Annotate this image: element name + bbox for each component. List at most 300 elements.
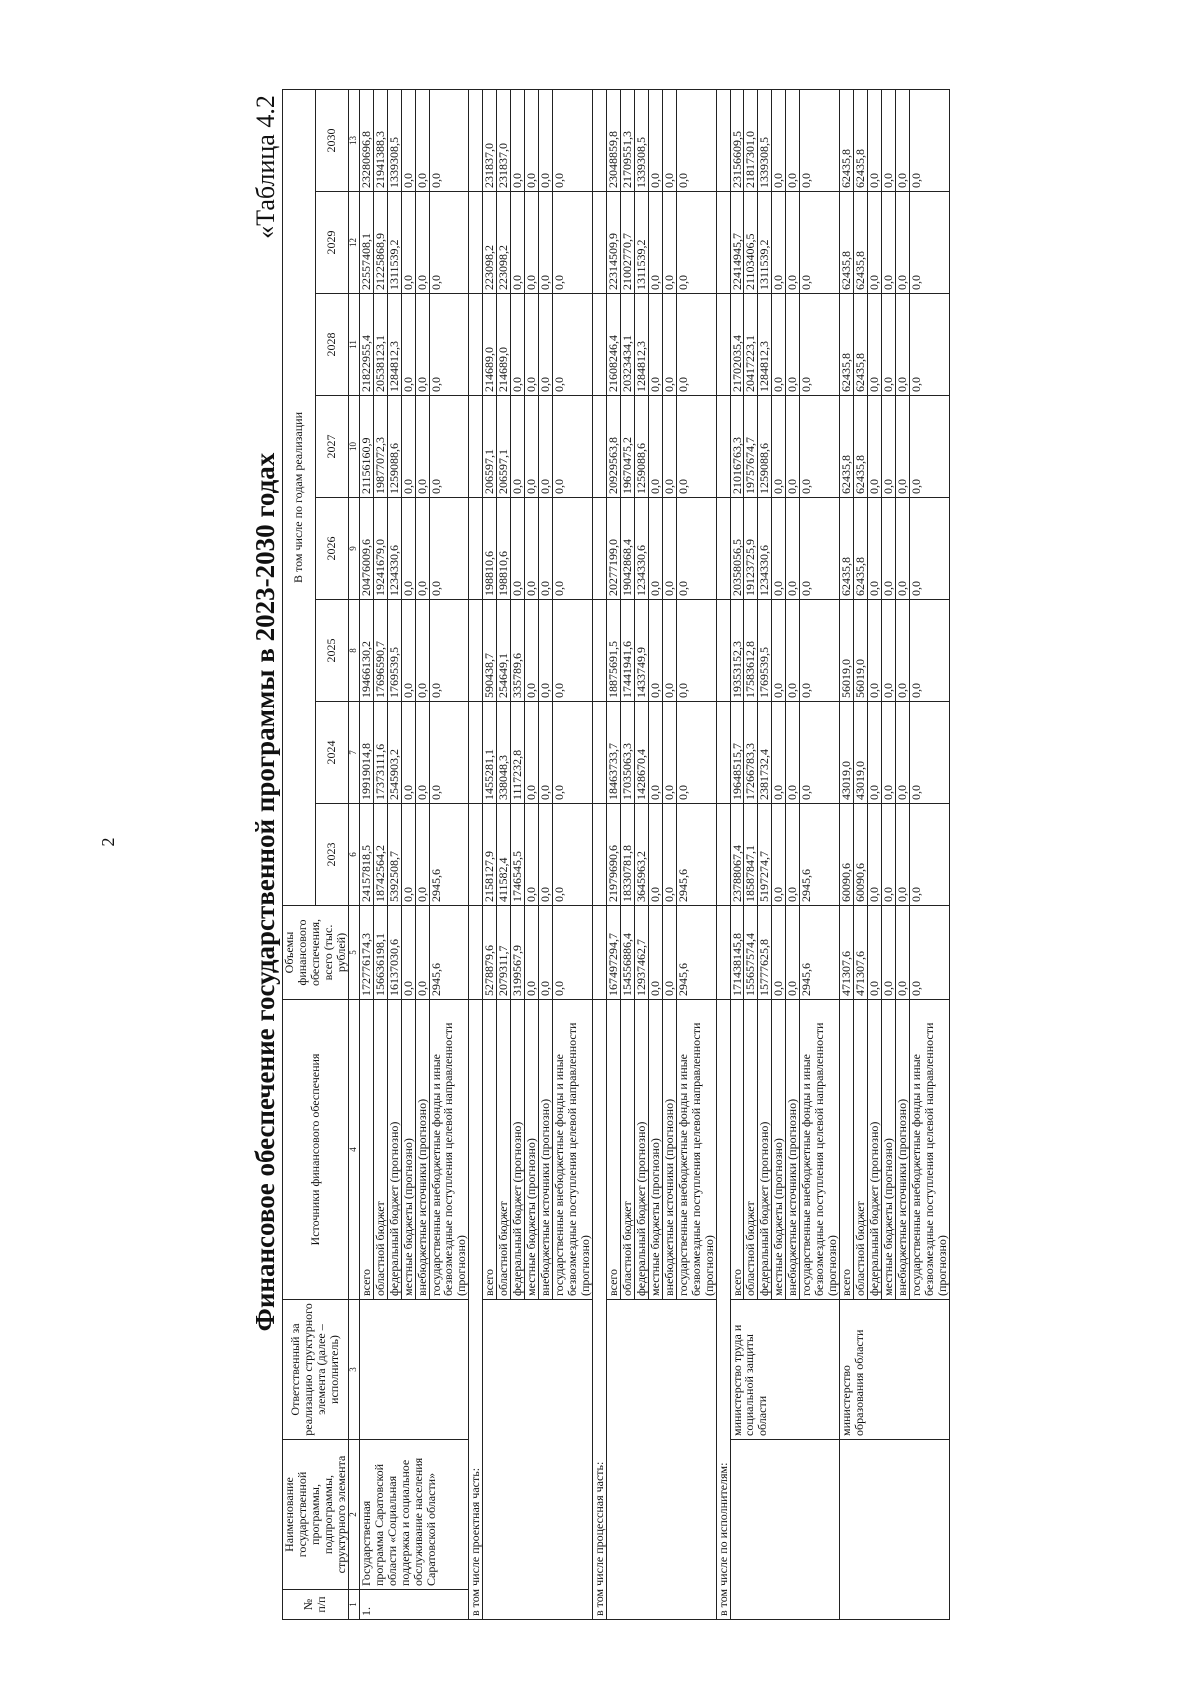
year-value-cell: 0,0 [525,804,539,906]
year-value-cell: 0,0 [401,702,415,804]
source-cell: областной бюджет [744,1000,758,1300]
source-cell: федеральный бюджет (прогнозно) [511,1000,525,1300]
year-value-cell: 0,0 [648,89,662,191]
empty-cell [716,702,730,804]
header-year: 2030 [315,89,348,191]
empty-cell [716,498,730,600]
year-value-cell: 0,0 [553,498,593,600]
program-name: Государственная программа Саратовской области «Социальная поддержка и социальное обслуживание населения Саратовской области» [359,1440,469,1590]
year-value-cell: 0,0 [539,89,553,191]
year-value-cell: 0,0 [868,396,882,498]
year-value-cell: 0,0 [895,804,909,906]
source-cell: государственные внебюджетные фонды и иные безвозмездные поступления целевой направленности (прогнозно) [676,1000,716,1300]
year-value-cell: 0,0 [553,294,593,396]
year-value-cell: 5197274,7 [758,804,772,906]
year-value-cell: 17266783,3 [744,702,758,804]
year-value-cell: 0,0 [909,396,949,498]
empty-cell [469,498,483,600]
total-cell: 5278879,6 [483,906,497,1000]
year-value-cell: 0,0 [648,192,662,294]
source-cell: государственные внебюджетные фонды и иные безвозмездные поступления целевой направленности (прогнозно) [553,1000,593,1300]
year-value-cell: 0,0 [881,192,895,294]
year-value-cell: 0,0 [429,396,469,498]
year-value-cell: 17373111,6 [373,702,387,804]
financial-table [282,89,950,1620]
year-value-cell: 231837,0 [483,89,497,191]
source-cell: областной бюджет [497,1000,511,1300]
year-value-cell: 0,0 [553,192,593,294]
empty-cell [469,396,483,498]
total-cell: 471307,6 [840,906,854,1000]
empty-cell [592,600,606,702]
empty-cell [592,498,606,600]
year-value-cell: 0,0 [868,89,882,191]
header-year: 2024 [315,702,348,804]
year-value-cell: 62435,8 [840,294,854,396]
year-value-cell: 2381732,4 [758,702,772,804]
financial-table-container [282,90,1142,1620]
year-value-cell: 0,0 [429,498,469,600]
year-value-cell: 56019,0 [854,600,868,702]
year-value-cell: 0,0 [553,804,593,906]
year-value-cell: 0,0 [895,396,909,498]
year-value-cell: 0,0 [909,192,949,294]
column-index: 8 [348,600,359,702]
year-value-cell: 0,0 [662,89,676,191]
header-year: 2023 [315,804,348,906]
year-value-cell: 0,0 [676,192,716,294]
empty-cell [483,1300,593,1620]
year-value-cell: 23048859,8 [606,89,620,191]
year-value-cell: 43019,0 [854,702,868,804]
year-value-cell: 206597,1 [497,396,511,498]
year-value-cell: 17583612,8 [744,600,758,702]
empty-cell [469,906,483,1000]
year-value-cell: 0,0 [895,192,909,294]
year-value-cell: 43019,0 [840,702,854,804]
table-row [483,89,497,1619]
total-cell: 155657574,4 [744,906,758,1000]
year-value-cell: 0,0 [525,702,539,804]
empty-cell [840,1440,950,1620]
year-value-cell: 0,0 [772,498,786,600]
empty-cell [716,906,730,1000]
year-value-cell: 0,0 [648,804,662,906]
year-value-cell: 0,0 [800,89,840,191]
year-value-cell: 21103406,5 [744,192,758,294]
source-cell: всего [606,1000,620,1300]
year-value-cell: 1339308,5 [758,89,772,191]
year-value-cell: 0,0 [429,89,469,191]
year-value-cell: 0,0 [429,294,469,396]
year-value-cell: 21016763,3 [730,396,744,498]
year-value-cell: 1339308,5 [387,89,401,191]
year-value-cell: 338048,3 [497,702,511,804]
header-program-name: Наименование государственной программы, подпрограммы, структурного элемента [283,1440,349,1590]
year-value-cell: 0,0 [415,396,429,498]
year-value-cell: 0,0 [511,294,525,396]
total-cell: 15777625,8 [758,906,772,1000]
header-executor: Ответственный за реализацию структурного элемента (далее – исполнитель) [283,1300,349,1440]
year-value-cell: 0,0 [662,804,676,906]
year-value-cell: 17035063,3 [620,702,634,804]
year-value-cell: 0,0 [511,396,525,498]
year-value-cell: 1433749,9 [634,600,648,702]
year-value-cell: 19042868,4 [620,498,634,600]
total-cell: 3199567,9 [511,906,525,1000]
year-value-cell: 0,0 [909,89,949,191]
year-value-cell: 0,0 [772,294,786,396]
column-index: 4 [348,1000,359,1300]
year-value-cell: 21822955,4 [359,294,373,396]
year-value-cell: 1746545,5 [511,804,525,906]
year-value-cell: 62435,8 [854,396,868,498]
year-value-cell: 19757674,7 [744,396,758,498]
year-value-cell: 62435,8 [840,498,854,600]
year-value-cell: 1284812,3 [634,294,648,396]
year-value-cell: 0,0 [676,396,716,498]
column-index: 5 [348,906,359,1000]
year-value-cell: 223098,2 [483,192,497,294]
source-cell: внебюджетные источники (прогнозно) [415,1000,429,1300]
year-value-cell: 62435,8 [854,498,868,600]
year-value-cell: 23788067,4 [730,804,744,906]
column-index: 9 [348,498,359,600]
source-cell: областной бюджет [373,1000,387,1300]
year-value-cell: 0,0 [895,498,909,600]
source-cell: областной бюджет [620,1000,634,1300]
total-cell: 0,0 [553,906,593,1000]
header-year: 2029 [315,192,348,294]
year-value-cell: 0,0 [868,498,882,600]
year-value-cell: 0,0 [786,294,800,396]
year-value-cell: 0,0 [909,600,949,702]
empty-cell [716,192,730,294]
page-number: 2 [98,837,118,847]
year-value-cell: 0,0 [662,294,676,396]
year-value-cell: 0,0 [895,294,909,396]
year-value-cell: 0,0 [868,192,882,294]
year-value-cell: 0,0 [676,89,716,191]
year-value-cell: 21608246,4 [606,294,620,396]
year-value-cell: 0,0 [800,192,840,294]
year-value-cell: 0,0 [676,702,716,804]
year-value-cell: 18587847,1 [744,804,758,906]
empty-cell [592,906,606,1000]
year-value-cell: 60090,6 [840,804,854,906]
year-value-cell: 20538123,1 [373,294,387,396]
empty-cell [592,804,606,906]
source-cell: внебюджетные источники (прогнозно) [662,1000,676,1300]
year-value-cell: 0,0 [786,600,800,702]
source-cell: федеральный бюджет (прогнозно) [634,1000,648,1300]
year-value-cell: 22414945,7 [730,192,744,294]
empty-cell [716,804,730,906]
total-cell: 2945,6 [429,906,469,1000]
empty-cell [469,89,483,191]
year-value-cell: 1234330,6 [758,498,772,600]
year-value-cell: 0,0 [895,702,909,804]
empty-cell [592,192,606,294]
column-index: 13 [348,89,359,191]
year-value-cell: 0,0 [553,89,593,191]
year-value-cell: 22314509,9 [606,192,620,294]
executor-name: министерство образования области [840,1300,950,1440]
year-value-cell: 0,0 [429,702,469,804]
empty-cell [469,294,483,396]
table-row [730,89,744,1619]
year-value-cell: 62435,8 [840,192,854,294]
year-value-cell: 1769539,5 [758,600,772,702]
header-years-group: В том числе по годам реализации [283,89,316,905]
year-value-cell: 0,0 [401,192,415,294]
year-value-cell: 1428670,4 [634,702,648,804]
year-value-cell: 0,0 [539,702,553,804]
year-value-cell: 23280696,8 [359,89,373,191]
source-cell: внебюджетные источники (прогнозно) [895,1000,909,1300]
year-value-cell: 0,0 [909,702,949,804]
year-value-cell: 20417223,1 [744,294,758,396]
total-cell: 0,0 [909,906,949,1000]
year-value-cell: 223098,2 [497,192,511,294]
total-cell: 12937462,7 [634,906,648,1000]
year-value-cell: 18742564,2 [373,804,387,906]
total-cell: 154556886,4 [620,906,634,1000]
year-value-cell: 0,0 [525,294,539,396]
year-value-cell: 21002770,7 [620,192,634,294]
year-value-cell: 62435,8 [854,89,868,191]
year-value-cell: 0,0 [868,600,882,702]
year-value-cell: 21156160,9 [359,396,373,498]
column-index: 3 [348,1300,359,1440]
year-value-cell: 214689,0 [483,294,497,396]
year-value-cell: 21709551,3 [620,89,634,191]
year-value-cell: 254649,1 [497,600,511,702]
year-value-cell: 0,0 [772,89,786,191]
year-value-cell: 0,0 [539,192,553,294]
year-value-cell: 0,0 [881,498,895,600]
year-value-cell: 0,0 [662,600,676,702]
year-value-cell: 0,0 [800,600,840,702]
year-value-cell: 17696590,7 [373,600,387,702]
year-value-cell: 0,0 [786,804,800,906]
year-value-cell: 0,0 [881,804,895,906]
empty-cell [716,294,730,396]
total-cell: 156636198,1 [373,906,387,1000]
source-cell: государственные внебюджетные фонды и иные безвозмездные поступления целевой направленности (прогнозно) [909,1000,949,1300]
total-cell: 0,0 [786,906,800,1000]
year-value-cell: 2158127,9 [483,804,497,906]
year-value-cell: 0,0 [553,702,593,804]
year-value-cell: 60090,6 [854,804,868,906]
executors-row-label: в том числе по исполнителям: [716,1000,730,1620]
year-value-cell: 20277199,0 [606,498,620,600]
year-value-cell: 22557408,1 [359,192,373,294]
year-value-cell: 590438,7 [483,600,497,702]
table-row [606,89,620,1619]
total-cell: 171438145,8 [730,906,744,1000]
total-cell: 0,0 [539,906,553,1000]
year-value-cell: 0,0 [401,498,415,600]
year-value-cell: 0,0 [648,396,662,498]
year-value-cell: 1311539,2 [634,192,648,294]
year-value-cell: 0,0 [909,804,949,906]
process-part-row-label: в том числе процессная часть: [592,1000,606,1620]
header-source: Источники финансового обеспечения [283,1000,349,1300]
year-value-cell: 20323434,1 [620,294,634,396]
year-value-cell: 411582,4 [497,804,511,906]
year-value-cell: 0,0 [415,702,429,804]
total-cell: 0,0 [772,906,786,1000]
year-value-cell: 0,0 [662,702,676,804]
source-cell: областной бюджет [854,1000,868,1300]
total-cell: 0,0 [868,906,882,1000]
column-index: 11 [348,294,359,396]
year-value-cell: 0,0 [401,804,415,906]
year-value-cell: 0,0 [401,294,415,396]
year-value-cell: 21702035,4 [730,294,744,396]
year-value-cell: 19877072,3 [373,396,387,498]
year-value-cell: 19670475,2 [620,396,634,498]
header-total: Объемы финансового обеспечения, всего (тыс. рублей) [283,906,349,1000]
year-value-cell: 0,0 [881,89,895,191]
year-value-cell: 0,0 [401,600,415,702]
year-value-cell: 0,0 [800,396,840,498]
empty-cell [592,89,606,191]
year-value-cell: 19466130,2 [359,600,373,702]
total-cell: 16137030,6 [387,906,401,1000]
total-cell: 0,0 [525,906,539,1000]
total-cell: 2945,6 [676,906,716,1000]
year-value-cell: 20476009,6 [359,498,373,600]
year-value-cell: 0,0 [429,600,469,702]
header-year: 2027 [315,396,348,498]
total-cell: 0,0 [415,906,429,1000]
year-value-cell: 2945,6 [800,804,840,906]
year-value-cell: 1234330,6 [387,498,401,600]
year-value-cell: 0,0 [868,804,882,906]
year-value-cell: 0,0 [909,294,949,396]
year-value-cell: 56019,0 [840,600,854,702]
year-value-cell: 1259088,6 [634,396,648,498]
empty-cell [592,294,606,396]
year-value-cell: 0,0 [800,498,840,600]
project-part-row [469,89,483,1619]
year-value-cell: 0,0 [525,396,539,498]
year-value-cell: 0,0 [662,498,676,600]
column-index: 6 [348,804,359,906]
year-value-cell: 0,0 [511,89,525,191]
source-cell: федеральный бюджет (прогнозно) [868,1000,882,1300]
year-value-cell: 0,0 [648,498,662,600]
year-value-cell: 0,0 [539,804,553,906]
year-value-cell: 0,0 [415,294,429,396]
year-value-cell: 198810,6 [497,498,511,600]
total-cell: 167497294,7 [606,906,620,1000]
total-cell: 172776174,3 [359,906,373,1000]
total-cell: 0,0 [401,906,415,1000]
year-value-cell: 0,0 [881,294,895,396]
year-value-cell: 1284812,3 [387,294,401,396]
year-value-cell: 21941388,3 [373,89,387,191]
year-value-cell: 2945,6 [429,804,469,906]
year-value-cell: 0,0 [415,89,429,191]
year-value-cell: 0,0 [525,89,539,191]
header-number: № п/п [283,1590,349,1620]
document-title: Финансовое обеспечение государственной программы в 2023-2030 годах [250,452,280,1332]
column-index: 2 [348,1440,359,1590]
source-cell: федеральный бюджет (прогнозно) [758,1000,772,1300]
table-caption: «Таблица 4.2 [251,95,280,239]
year-value-cell: 1311539,2 [387,192,401,294]
column-index: 1 [348,1590,359,1620]
year-value-cell: 0,0 [868,294,882,396]
year-value-cell: 0,0 [553,600,593,702]
source-cell: внебюджетные источники (прогнозно) [539,1000,553,1300]
year-value-cell: 19648515,7 [730,702,744,804]
total-cell: 0,0 [881,906,895,1000]
executors-row [716,89,730,1619]
year-value-cell: 21817301,0 [744,89,758,191]
table-row [359,89,373,1619]
year-value-cell: 214689,0 [497,294,511,396]
year-value-cell: 0,0 [772,804,786,906]
empty-cell [469,600,483,702]
project-part-row-label: в том числе проектная часть: [469,1000,483,1620]
year-value-cell: 0,0 [662,192,676,294]
year-value-cell: 0,0 [786,192,800,294]
year-value-cell: 0,0 [525,600,539,702]
year-value-cell: 0,0 [772,702,786,804]
year-value-cell: 198810,6 [483,498,497,600]
year-value-cell: 17441941,6 [620,600,634,702]
year-value-cell: 1117232,8 [511,702,525,804]
source-cell: государственные внебюджетные фонды и иные безвозмездные поступления целевой направленности (прогнозно) [800,1000,840,1300]
source-cell: местные бюджеты (прогнозно) [881,1000,895,1300]
header-year: 2028 [315,294,348,396]
year-value-cell: 0,0 [772,600,786,702]
header-year: 2025 [315,600,348,702]
year-value-cell: 0,0 [511,498,525,600]
year-value-cell: 18875691,5 [606,600,620,702]
total-cell: 471307,6 [854,906,868,1000]
empty-cell [469,192,483,294]
year-value-cell: 0,0 [800,702,840,804]
empty-cell [592,396,606,498]
source-cell: всего [359,1000,373,1300]
year-value-cell: 206597,1 [483,396,497,498]
program-executor [359,1300,469,1440]
source-cell: государственные внебюджетные фонды и иные безвозмездные поступления целевой направленности (прогнозно) [429,1000,469,1300]
source-cell: местные бюджеты (прогнозно) [772,1000,786,1300]
year-value-cell: 0,0 [553,396,593,498]
year-value-cell: 19353152,3 [730,600,744,702]
year-value-cell: 62435,8 [840,396,854,498]
total-cell: 2079311,7 [497,906,511,1000]
year-value-cell: 0,0 [539,294,553,396]
year-value-cell: 62435,8 [840,89,854,191]
empty-cell [716,600,730,702]
total-cell: 0,0 [648,906,662,1000]
empty-cell [716,396,730,498]
year-value-cell: 0,0 [648,702,662,804]
total-cell: 2945,6 [800,906,840,1000]
year-value-cell: 0,0 [868,702,882,804]
year-value-cell: 0,0 [415,600,429,702]
table-row [840,89,854,1619]
year-value-cell: 0,0 [895,89,909,191]
year-value-cell: 0,0 [415,192,429,294]
